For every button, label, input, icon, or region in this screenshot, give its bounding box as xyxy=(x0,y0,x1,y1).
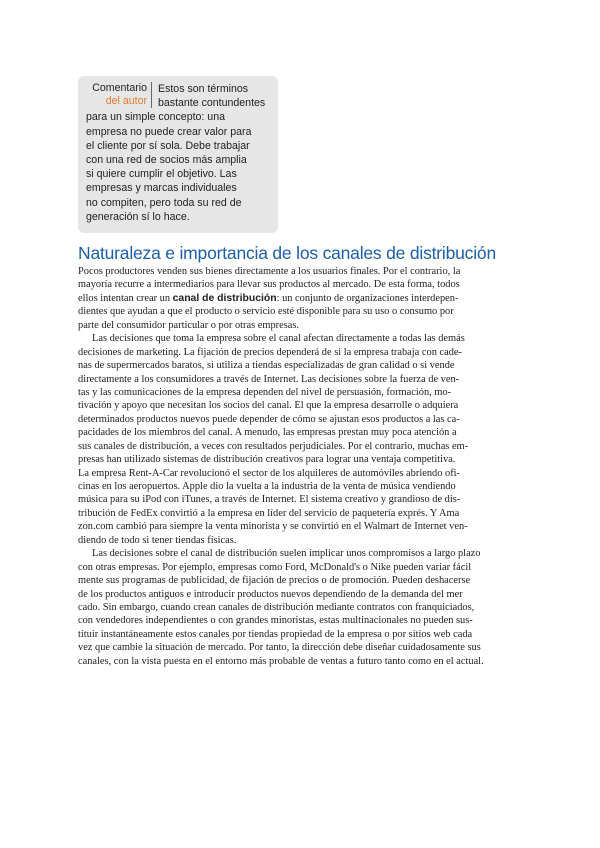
paragraph-line: determinados productos nuevos puede depender de cómo se ajustan esos productos a las ca- xyxy=(78,413,460,425)
paragraph-line: zon.com cambió para siempre la venta minorista y se convirtió en el Walmart de Internet ven- xyxy=(78,521,468,533)
paragraph-line: pacidades de los miembros del canal. A menudo, las empresas prestan muy poca atención a xyxy=(78,427,457,439)
paragraph-line: con vendedores independientes o con grandes minoristas, estas multinacionales no pueden sus- xyxy=(78,615,473,627)
paragraph-line: con otras empresas. Por ejemplo, empresas como Ford, McDonald's o Nike pueden variar fácil xyxy=(78,561,472,573)
paragraph-line: tivación y apoyo que necesitan los socios del canal. El que la empresa desarrolle o adquiera xyxy=(78,400,459,412)
paragraph-line: tituir instantáneamente estos canales por tiendas propiedad de la empresa o por sitios web cada xyxy=(78,628,473,640)
body-text xyxy=(78,265,525,668)
paragraph-line: presas han utilizado sistemas de distribución creativos para lograr una ventaja competitiva. xyxy=(78,454,456,466)
comment-line: Estos son términos xyxy=(158,83,249,95)
paragraph-line: tas y las comunicaciones de la empresa dependen del nivel de persuasión, formación, mo- xyxy=(78,386,452,398)
paragraph-line: Las decisiones sobre el canal de distribución suelen implicar unos compromisos a largo plazo xyxy=(92,548,481,560)
paragraph-line: cinas en los aeropuertos. Apple dio la vuelta a la industria de la venta de música vendiendo xyxy=(78,481,456,492)
paragraph-line: mente sus programas de publicidad, de fijación de precios o de promoción. Pueden deshacerse xyxy=(78,575,471,587)
comment-label xyxy=(86,82,152,108)
paragraph-line: cado. Sin embargo, cuando crean canales de distribución mediante contratos con franquiciados, xyxy=(78,601,475,613)
comment-line: empresas y marcas individuales xyxy=(86,182,237,195)
paragraph-line: tribución de FedEx convirtió a la empresa en líder del servicio de paquetería exprés. Y Ama xyxy=(78,507,460,519)
paragraph-line: dientes que ayudan a que el producto o servicio esté disponible para su uso o consumo por xyxy=(78,306,454,318)
comment-line: no compiten, pero toda su red de xyxy=(86,196,242,209)
paragraph-line: vez que cambie la situación de mercado. Por tanto, la dirección debe diseñar cuidadosamente sus xyxy=(78,642,481,654)
comment-line: empresa no puede crear valor para xyxy=(86,125,252,138)
comment-label-top: Comentario xyxy=(92,82,147,94)
comment-line: bastante contundentes xyxy=(158,97,266,110)
paragraph-line: Pocos productores venden sus bienes directamente a los usuarios finales. Por el contrario, la xyxy=(78,266,461,277)
paragraph-line: La empresa Rent-A-Car revolucionó el sector de los alquileres de automóviles abriendo ofi- xyxy=(78,467,461,479)
paragraph-line: música para su iPod con iTunes, a través de Internet. El sistema creativo y grandioso de dis- xyxy=(78,494,461,506)
paragraph-text: ellos intentan crear un xyxy=(78,292,173,304)
comment-line: el cliente por sí sola. Debe trabajar xyxy=(86,139,250,152)
comment-line: con una red de socios más amplia xyxy=(86,154,247,167)
section-title: Naturaleza e importancia de los canales de distribución xyxy=(78,243,496,263)
author-comment-box xyxy=(78,76,278,233)
paragraph-line: Las decisiones que toma la empresa sobre el canal afectan directamente a todas las demás xyxy=(92,333,465,345)
paragraph-line: directamente a los consumidores a través de Internet. Las decisiones sobre la fuerza de ven- xyxy=(78,373,460,385)
paragraph-line: nas de supermercados baratos, si utiliza a tiendas especializadas de gran calidad o si vende xyxy=(78,360,455,372)
paragraph-line-with-term xyxy=(78,292,525,305)
paragraph-text: : un conjunto de organizaciones interdepen- xyxy=(276,292,459,304)
key-term: canal de distribución xyxy=(172,292,277,304)
paragraph-line: canales, con la vista puesta en el entorno más probable de ventas a futuro tanto como en el actual. xyxy=(78,655,484,667)
paragraph-line: diendo de todo si tener tiendas físicas. xyxy=(78,534,237,546)
comment-line: para un simple concepto: una xyxy=(86,111,225,124)
comment-line: si quiere cumplir el objetivo. Las xyxy=(86,168,237,181)
comment-line: generación sí lo hace. xyxy=(86,210,190,223)
paragraph-line: decisiones de marketing. La fijación de precios dependerá de si la empresa trabaja con cade- xyxy=(78,346,462,358)
comment-label-bottom: del autor xyxy=(105,95,147,107)
paragraph-line: parte del consumidor particular o por otras empresas. xyxy=(78,319,300,331)
paragraph-line: de los productos antiguos e introducir productos nuevos dependiendo de la demanda del mer xyxy=(78,588,463,600)
paragraph-line: mayoría recurre a intermediarios para llevar sus productos al mercado. De esta forma, todos xyxy=(78,279,460,291)
paragraph-line: sus canales de distribución, a veces con resultados perjudiciales. Por el contrario, muchas em- xyxy=(78,440,469,452)
